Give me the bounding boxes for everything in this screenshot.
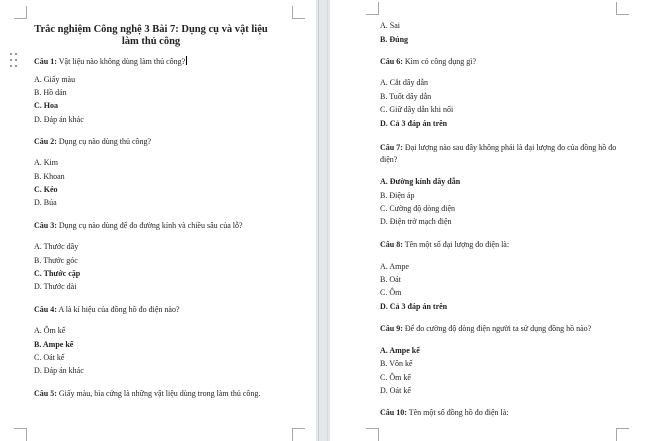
answer-option: A. Thước dây — [34, 242, 79, 251]
question-text: Vật liệu nào không dùng làm thủ công? — [56, 57, 186, 66]
answer-option: D. Điện trở mạch điện — [380, 217, 452, 226]
answer-option-correct: B. Ampe kế — [34, 340, 74, 349]
question-text: Dụng cụ nào dùng thủ công? — [56, 137, 152, 146]
question-text: Giấy màu, bìa cứng là những vật liệu dùng trong làm thủ công. — [56, 389, 261, 398]
page-corner-mark — [14, 428, 27, 441]
answer-option-correct: D. Cả 3 đáp án trên — [380, 119, 448, 128]
answer-option: A. Ôm kế — [34, 326, 66, 335]
document-title-line2: làm thủ công — [121, 36, 181, 47]
answer-option: B. Tuốt dây dẫn — [380, 92, 432, 101]
answer-option: A. Cắt dây dẫn — [380, 78, 428, 87]
answer-option: C. Ôm kế — [380, 373, 411, 382]
question-label: Câu 10: — [380, 408, 407, 417]
question-10 — [380, 408, 509, 418]
answer-option: B. Điện áp — [380, 191, 415, 200]
question-label: Câu 2: — [34, 137, 57, 146]
question-text-continued: điện? — [380, 155, 398, 164]
question-8 — [380, 240, 509, 250]
answer-option: C. Oát kế — [34, 353, 65, 362]
answer-option: D. Búa — [34, 198, 57, 207]
question-label: Câu 9: — [380, 324, 403, 333]
page-corner-mark — [14, 6, 27, 19]
answer-option: A. Kim — [34, 158, 58, 167]
answer-option: A. Sai — [380, 21, 400, 30]
question-7 — [380, 143, 616, 153]
question-label: Câu 5: — [34, 389, 57, 398]
answer-option: B. Oát — [380, 275, 401, 284]
question-6 — [380, 57, 476, 67]
page-corner-mark — [366, 2, 379, 15]
answer-option: D. Đáp án khác — [34, 366, 84, 375]
answer-option: D. Đáp án khác — [34, 115, 84, 124]
answer-option-correct: A. Ampe kế — [380, 346, 420, 355]
question-label: Câu 4: — [34, 305, 57, 314]
answer-option: A. Ampe — [380, 262, 409, 271]
answer-option: B. Vôn kế — [380, 359, 413, 368]
question-text: Kìm có công dụng gì? — [402, 57, 476, 66]
question-label: Câu 8: — [380, 240, 403, 249]
answer-option: C. Ôm — [380, 288, 402, 297]
document-page-right — [330, 0, 650, 441]
answer-option: A. Giấy màu — [34, 75, 76, 84]
answer-option-correct: C. Kéo — [34, 185, 58, 194]
answer-option-correct: A. Đường kính dây dẫn — [380, 177, 461, 186]
answer-option-correct: C. Hoa — [34, 101, 58, 110]
page-corner-mark — [366, 428, 379, 441]
answer-option-correct: B. Đúng — [380, 35, 409, 44]
answer-option: C. Giữ dây dẫn khi nối — [380, 105, 454, 114]
page-corner-mark — [616, 428, 629, 441]
drag-handle-icon[interactable] — [10, 53, 18, 71]
page-corner-mark — [616, 2, 629, 15]
answer-option: C. Cường độ dòng điện — [380, 204, 456, 213]
answer-option: B. Khoan — [34, 172, 65, 181]
page-corner-mark — [292, 428, 305, 441]
document-title-line1: Trắc nghiệm Công nghệ 3 Bài 7: Dụng cụ và vật liệu — [34, 24, 268, 35]
answer-option: B. Thước góc — [34, 256, 78, 265]
answer-option: D. Thước dài — [34, 282, 77, 291]
question-text: Dụng cụ nào dùng để đo đường kính và chiều sâu của lỗ? — [56, 221, 243, 230]
page-gap — [316, 0, 330, 441]
answer-option-correct: C. Thước cặp — [34, 269, 81, 278]
question-text: Để đo cường độ dòng điện người ta sử dụng đồng hồ nào? — [402, 324, 592, 333]
question-5 — [34, 389, 260, 399]
question-text: Tên một số đại lượng đo điện là: — [402, 240, 510, 249]
question-label: Câu 1: — [34, 57, 57, 66]
question-2 — [34, 137, 151, 147]
question-text: A là kí hiệu của đồng hồ đo điện nào? — [56, 305, 180, 314]
question-9 — [380, 324, 591, 334]
document-page-left — [0, 0, 316, 441]
question-label: Câu 3: — [34, 221, 57, 230]
page-corner-mark — [292, 6, 305, 19]
question-label: Câu 7: — [380, 143, 403, 152]
question-label: Câu 6: — [380, 57, 403, 66]
question-1[interactable] — [34, 56, 187, 67]
question-4 — [34, 305, 180, 315]
answer-option: B. Hồ dán — [34, 88, 67, 97]
question-3 — [34, 221, 243, 231]
answer-option-correct: D. Cả 3 đáp án trên — [380, 302, 448, 311]
answer-option: D. Oát kế — [380, 386, 411, 395]
text-cursor — [186, 56, 187, 65]
question-text: Đại lượng nào sau đây không phải là đại lượng đo của đồng hồ đo — [402, 143, 617, 152]
question-text: Tên một số đồng hồ đo điện là: — [406, 408, 509, 417]
